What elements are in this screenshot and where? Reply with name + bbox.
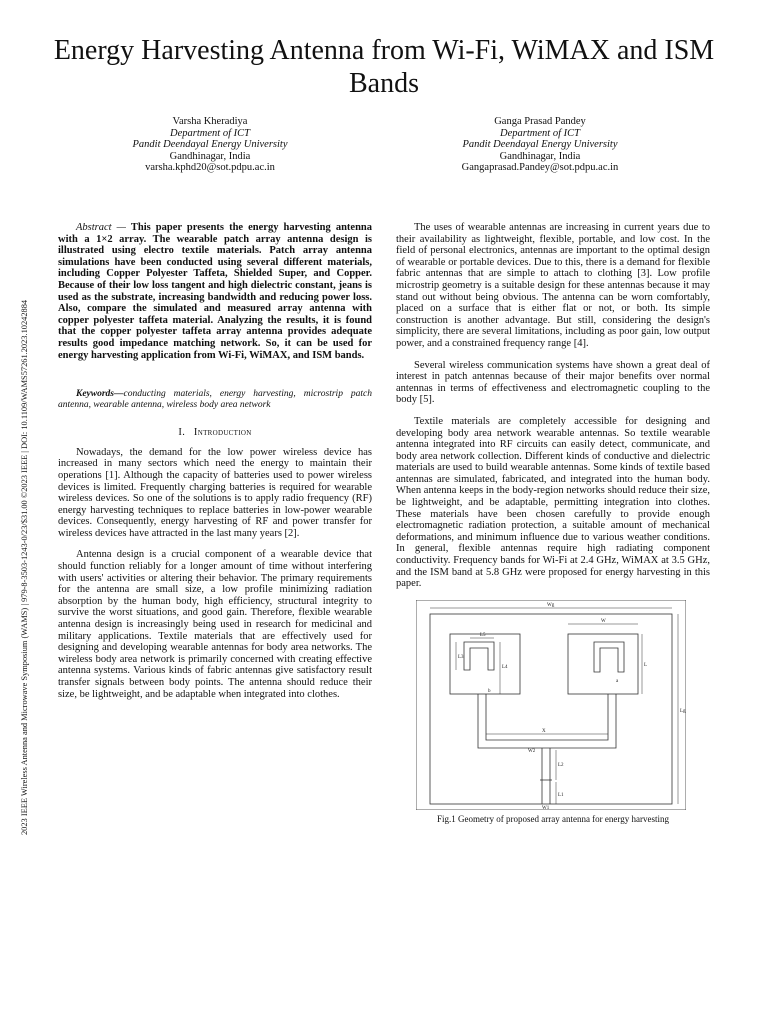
slot-left (464, 642, 494, 670)
right-column (396, 222, 710, 825)
ieee-sidebar (12, 195, 28, 835)
label-w2: W2 (528, 748, 536, 754)
feed-line (542, 748, 550, 804)
author-dept: Department of ICT (500, 127, 580, 139)
author-block-2 (390, 116, 690, 174)
author-university: Pandit Deendayal Energy University (132, 139, 288, 151)
author-dept: Department of ICT (170, 127, 250, 139)
antenna-geometry-diagram (416, 600, 686, 810)
section-title-rest: ntroduction (197, 427, 252, 439)
section-first-letter: I (193, 427, 198, 439)
figure-frame (416, 600, 686, 810)
paragraph: Textile materials are completely accessible for designing and developing body area network wearable antennas. So textile wearable antenna integrated into RF circuits can easily detect, communicate, and body area network collection. Different kinds of conductive and dielectric materials are used to build wearable antennas. Some kinds of textile based antennas are simulated, fabricated, and integrated into the human body. When antenna keeps in the body-region networks should reduce their size, be lightweight, and be adaptable, permitting integration into clothes. These materials have been chosen carefully to provide enough electromagnetic radiation protection, a suitable amount of mechanical deformations, and minimum influence due to various weather conditions. In general, flexible antennas require high radiating component conductivity. Frequency bands for Wi-Fi at 2.4 GHz, WiMAX at 3.5 GHz, and the ISM band at 5.8 GHz were proposed for energy harvesting in this paper. (396, 415, 710, 590)
paper-title: Energy Harvesting Antenna from Wi-Fi, WiMAX and ISM Bands (53, 35, 715, 99)
label-x: X (542, 728, 546, 734)
keywords-label: Keywords— (76, 389, 124, 400)
label-w: W (601, 618, 606, 624)
keywords-text: conducting materials, energy harvesting, microstrip patch antenna, wearable antenna, wireless body area network (58, 389, 372, 411)
author-city: Gandhinagar, India (169, 150, 251, 162)
patch-left (450, 634, 520, 694)
label-lg: Lg (680, 708, 686, 714)
label-l2: L2 (558, 762, 564, 768)
author-city: Gandhinagar, India (499, 150, 581, 162)
author-block-1 (60, 116, 360, 174)
slot-right (594, 642, 624, 672)
patch-right (568, 634, 638, 694)
left-column (58, 222, 372, 710)
feed-network-inner (486, 694, 608, 740)
label-l4: L4 (502, 664, 508, 670)
label-b: b (488, 688, 491, 694)
author-email: varsha.kphd20@sot.pdpu.ac.in (145, 162, 275, 174)
abstract-label: Abstract — (76, 222, 126, 233)
section-heading-introduction (58, 427, 372, 439)
label-w1: W1 (542, 805, 550, 810)
author-name: Varsha Kheradiya (172, 116, 248, 127)
section-number: I. (178, 427, 186, 439)
sidebar-citation: 2023 IEEE Wireless Antenna and Microwave Symposium (WAMS) | 979-8-3503-1243-0/23/$31.00 ©2023 IEEE | DOI: 10.1109/WAMS57261.2023.10242884 (20, 299, 29, 835)
label-l3: L3 (458, 654, 464, 660)
paragraph: The uses of wearable antennas are increasing in current years due to their availability as lightweight, flexible, portable, and low cost. In the field of personal electronics, antennas are important to the optimal design of wearable or portable devices. Due to this, there is a demand for flexible fabric antennas that are simple to attach to clothing [3]. Low profile microstrip geometry is a suitable design for these antennas because it may stand out without being obvious. The antenna can be worn comfortably, placed on a surface that is either flat or not, or both. Its simple construction is another advantage. But still, considering the design's simplicity, there are several limitations, including as poor gain, low output power, and a constrained frequency range [4]. (396, 222, 710, 349)
figure-caption: Fig.1 Geometry of proposed array antenna for energy harvesting (436, 813, 669, 824)
author-university: Pandit Deendayal Energy University (462, 139, 618, 151)
author-name: Ganga Prasad Pandey (494, 116, 586, 127)
label-l5: L5 (480, 632, 486, 638)
label-wg: Wg (547, 602, 555, 608)
paragraph: Antenna design is a crucial component of a wearable device that should function reliably for a longer amount of time without interfering with users' activities or altering their behavior. The primary requirements for the antenna are small size, a low profile minimizing radiation absorption by the human body, high efficiency, structural integrity to survive the worst situations, and good gain. Therefore, flexible wearable antenna design is increasingly being used in research for medicinal and military applications. Textile materials that are effectively used for designing and developing wearable antennas for body area networks. The wireless body area network is primarily concerned with creating effective antenna systems. Various kinds of fabric antennas give satisfactory result transfer signals between body points. The antenna should reduce their size, be lightweight, and be adaptable when integrated into clothes. (58, 549, 372, 700)
paragraph: Several wireless communication systems have shown a great deal of interest in patch antennas because of their major benefits over normal antennas in terms of effectiveness and electromagnetic coupling to the body [5]. (396, 359, 710, 406)
figure-1 (396, 600, 710, 826)
paragraph: Nowadays, the demand for the low power wireless device has increased in many sectors which need the energy to maintain their operations [1]. Although the capacity of batteries used to power wireless devices is limited. Frequently charging batteries is required for wearable wireless devices. So one of the solutions is to apply radio frequency (RF) energy harvesting techniques to replace batteries in low-power wearable devices. Consequently, energy harvesting of RF and power transfer for wireless devices have attracted in the last many years [2]. (58, 446, 372, 539)
abstract (58, 222, 372, 361)
ground-plane-outline (430, 614, 672, 804)
abstract-text: This paper presents the energy harvesting antenna with a 1×2 array. The wearable patch array antenna design is illustrated using electro textile materials. Patch array antenna simulations have been conducted using several different materials, including Copper Polyester Taffeta, Shielded Super, and Copper. Because of their low loss tangent and high dielectric constant, jeans is used as the substrate, increasing bandwidth and reducing power loss. Also, compare the simulated and measured array antenna with copper polyester taffeta material. Analyzing the results, it is found that the copper polyester taffeta array antenna provides adequate results good impedance matching network. So, it can be used for energy harvesting application from Wi-Fi, WiMAX, and ISM bands. (58, 222, 372, 361)
label-a: a (616, 678, 619, 684)
label-l: L (644, 662, 648, 668)
label-l1: L1 (558, 792, 564, 798)
keywords (58, 389, 372, 411)
author-email: Gangaprasad.Pandey@sot.pdpu.ac.in (461, 162, 619, 174)
